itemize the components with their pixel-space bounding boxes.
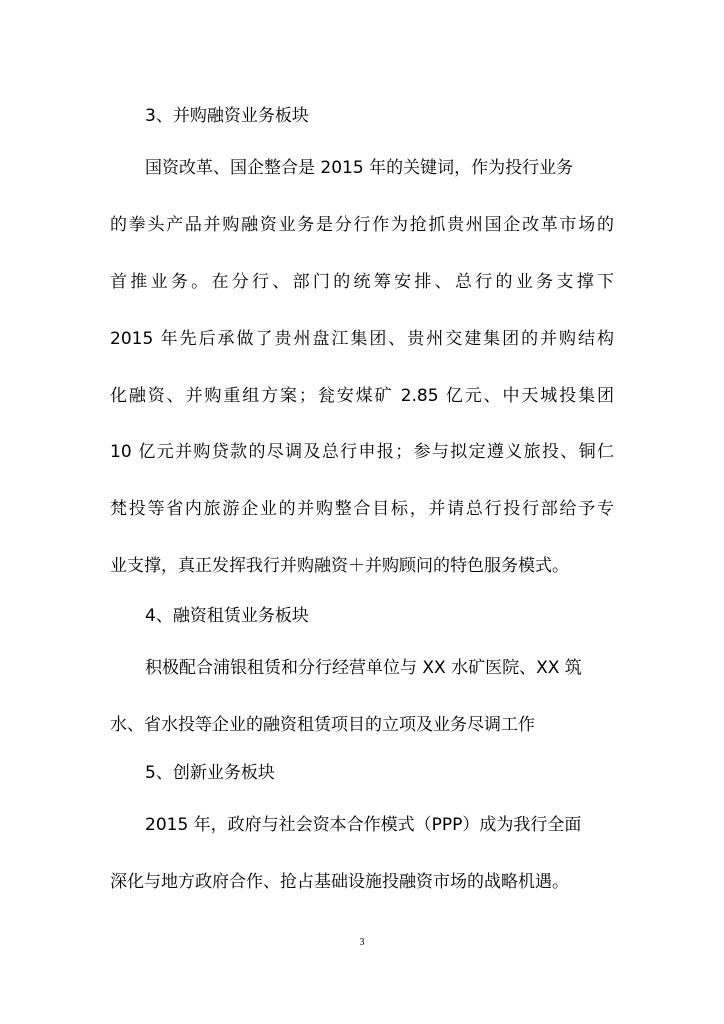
paragraph-line: 2015 年先后承做了贵州盘江集团、贵州交建集团的并购结构: [110, 329, 614, 349]
paragraph-line: 梵投等省内旅游企业的并购整合目标，并请总行投行部给予专: [110, 499, 614, 519]
paragraph-line: 业支撑，真正发挥我行并购融资＋并购顾问的特色服务模式。: [110, 556, 569, 576]
paragraph-line: 国资改革、国企整合是 2015 年的关键词，作为投行业务: [145, 158, 574, 178]
section-heading-4: 4、融资租赁业务板块: [145, 606, 309, 626]
section-heading-5: 5、创新业务板块: [145, 763, 275, 783]
page-number: 3: [359, 937, 365, 948]
paragraph-line: 化融资、并购重组方案；瓮安煤矿 2.85 亿元、中天城投集团: [110, 386, 614, 406]
paragraph-line: 的拳头产品并购融资业务是分行作为抢抓贵州国企改革市场的: [110, 215, 614, 235]
paragraph-line: 深化与地方政府合作、抢占基础设施投融资市场的战略机遇。: [110, 872, 569, 892]
paragraph-line: 首推业务。在分行、部门的统筹安排、总行的业务支撑下: [110, 272, 614, 292]
paragraph-line: 2015 年，政府与社会资本合作模式（PPP）成为我行全面: [145, 815, 582, 835]
paragraph-line: 水、省水投等企业的融资租赁项目的立项及业务尽调工作: [110, 715, 535, 735]
paragraph-line: 积极配合浦银租赁和分行经营单位与 XX 水矿医院、XX 筑: [145, 658, 582, 678]
paragraph-line: 10 亿元并购贷款的尽调及总行申报；参与拟定遵义旅投、铜仁: [110, 442, 614, 462]
section-heading-3: 3、并购融资业务板块: [145, 106, 309, 126]
